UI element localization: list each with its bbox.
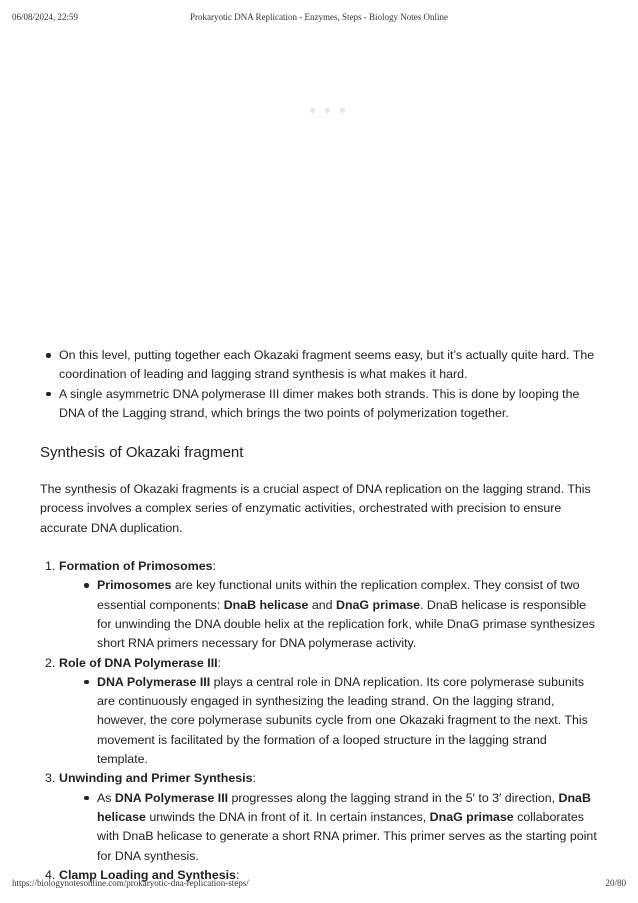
sub-list [78, 673, 600, 769]
step-item [40, 654, 600, 770]
list-item [78, 789, 600, 866]
steps-list [40, 557, 600, 885]
text-run: and [308, 597, 337, 612]
page-number: 20/80 [605, 878, 626, 888]
step-title: Role of DNA Polymerase III [59, 655, 218, 670]
text-run: As [97, 790, 115, 805]
ad-loading-indicator [310, 108, 350, 116]
loading-dot [310, 108, 315, 113]
bold-term: Primosomes [97, 578, 172, 593]
step-colon: : [252, 771, 256, 786]
section-heading: Synthesis of Okazaki fragment [40, 444, 244, 462]
text-run: are key functional units within the replication complex. They consist of two essential components: [97, 578, 580, 612]
bold-term: DNA Polymerase III [97, 674, 211, 689]
bold-term: DnaB helicase [97, 790, 591, 824]
step-colon: : [235, 867, 240, 882]
loading-dot [340, 108, 345, 113]
list-item: On this level, putting together each Okazaki fragment seems easy, but it’s actually quite hard. The coordination of leading and lagging strand synthesis is what makes it hard. [40, 346, 600, 385]
step-number: 2. [45, 655, 56, 670]
step-item [40, 557, 600, 653]
print-footer [12, 878, 626, 890]
bullet-list [40, 346, 600, 423]
step-title: Unwinding and Primer Synthesis [59, 771, 253, 786]
loading-dot [325, 108, 330, 113]
step-number: 4. [45, 867, 56, 882]
bold-term: DnaG primase [336, 597, 421, 612]
step-number: 3. [45, 771, 56, 786]
page-url: https://biologynotesonline.com/prokaryotic-dna-replication-steps/ [12, 878, 249, 888]
text-run: plays a central role in DNA replication. Its core polymerase subunits are continuously engaged in synthesizing the leading strand. On the lagging strand, however, the core polymerase subunits cycle from one Okazaki fragment to the next. This movement is facilitated by the formation of a looped structure in the lagging strand template. [97, 674, 588, 767]
print-page-title: Prokaryotic DNA Replication - Enzymes, Steps - Biology Notes Online [190, 12, 448, 22]
step-colon: : [212, 559, 216, 574]
intro-paragraph: The synthesis of Okazaki fragments is a crucial aspect of DNA replication on the lagging strand. This process involves a complex series of enzymatic activities, orchestrated with precision to ensure accurate DNA duplication. [40, 482, 591, 535]
print-header [12, 12, 626, 24]
text-run: progresses along the lagging strand in the 5′ to 3′ direction, [228, 790, 559, 805]
article-content [40, 346, 600, 885]
sub-list [78, 576, 600, 653]
text-run: . DnaB helicase is responsible for unwinding the DNA double helix at the replication fork, while DnaG primase synthesizes short RNA primers necessary for DNA polymerase activity. [97, 597, 595, 651]
bold-term: DNA Polymerase III [114, 790, 229, 805]
step-number: 1. [45, 559, 56, 574]
step-title: Formation of Primosomes [59, 559, 213, 574]
text-run: unwinds the DNA in front of it. In certain instances, [145, 809, 430, 824]
sub-list [78, 789, 600, 866]
list-item [78, 673, 600, 769]
print-date: 06/08/2024, 22:59 [12, 12, 79, 22]
step-item [40, 769, 600, 865]
bold-term: DnaG primase [429, 809, 514, 824]
list-item [78, 576, 600, 653]
step-colon: : [217, 655, 222, 670]
bold-term: DnaB helicase [223, 597, 309, 612]
list-item: A single asymmetric DNA polymerase III dimer makes both strands. This is done by looping the DNA of the Lagging strand, which brings the two points of polymerization together. [40, 385, 600, 424]
text-run: collaborates with DnaB helicase to generate a short RNA primer. This primer serves as the starting point for DNA synthesis. [97, 809, 597, 863]
step-title: Clamp Loading and Synthesis [59, 867, 236, 882]
